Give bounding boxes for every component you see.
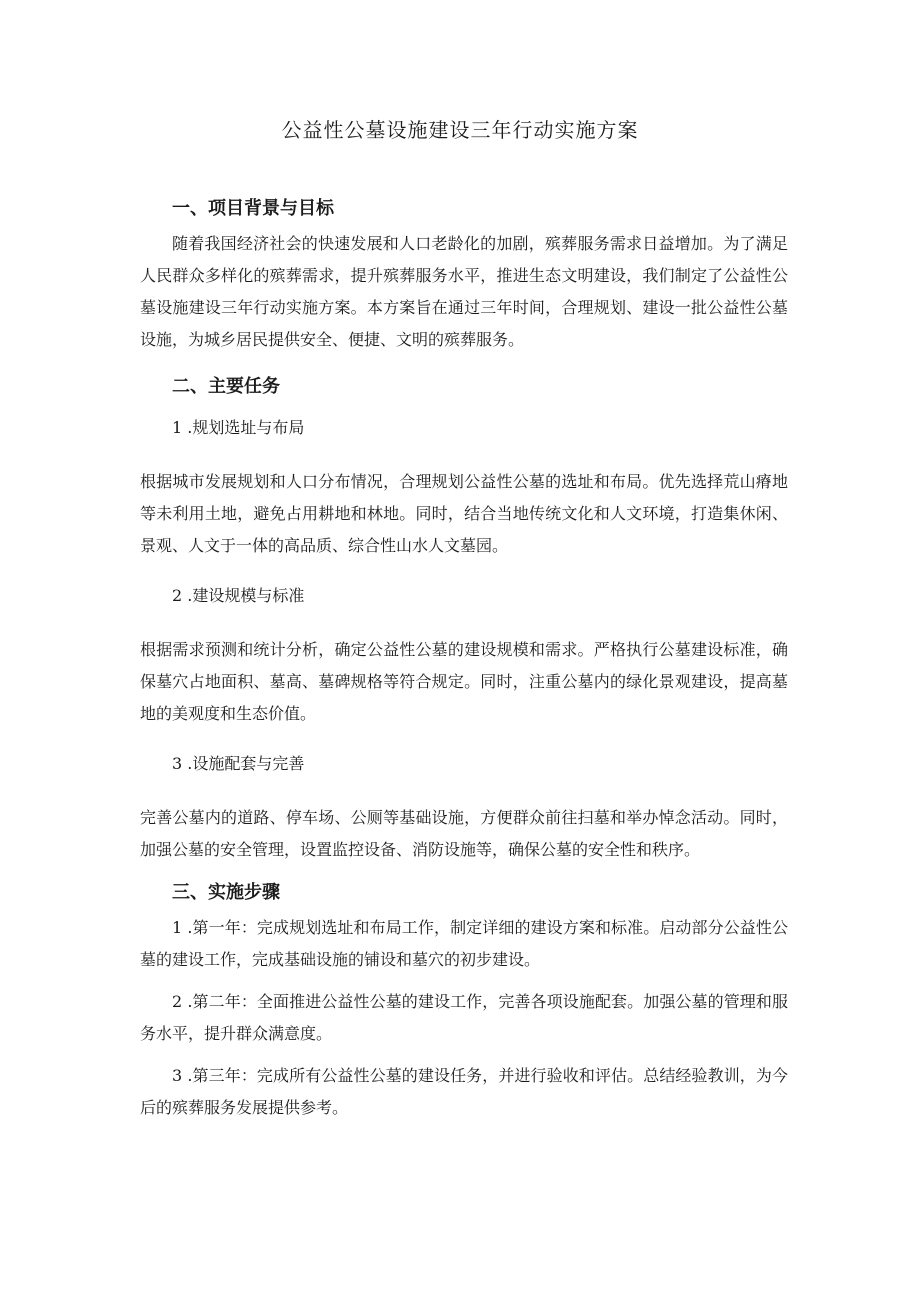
task-3-paragraph: 完善公墓内的道路、停车场、公厕等基础设施，方便群众前往扫墓和举办悼念活动。同时，加强公墓的安全管理，设置监控设备、消防设施等，确保公墓的安全性和秩序。 <box>140 808 788 859</box>
task-1-paragraph: 根据城市发展规划和人口分布情况，合理规划公益性公墓的选址和布局。优先选择荒山瘠地等未利用土地，避免占用耕地和林地。同时，结合当地传统文化和人文环境，打造集休闲、景观、人文于一体的高品质、综合性山水人文墓园。 <box>140 472 788 555</box>
section-heading-steps: 三、实施步骤 <box>172 882 280 903</box>
task-2-title: 2 .建设规模与标准 <box>172 586 305 605</box>
step-1-paragraph: 1 .第一年：完成规划选址和布局工作，制定详细的建设方案和标准。启动部分公益性公墓的建设工作，完成基础设施的铺设和墓穴的初步建设。 <box>140 918 788 969</box>
task-1-title: 1 .规划选址与布局 <box>172 418 305 437</box>
section-heading-background: 一、项目背景与目标 <box>172 198 334 219</box>
section-heading-tasks: 二、主要任务 <box>172 376 280 397</box>
task-2-paragraph: 根据需求预测和统计分析，确定公益性公墓的建设规模和需求。严格执行公墓建设标准，确保墓穴占地面积、墓高、墓碑规格等符合规定。同时，注重公墓内的绿化景观建设，提高墓地的美观度和生态价值。 <box>140 640 788 723</box>
step-2-paragraph: 2 .第二年：全面推进公益性公墓的建设工作，完善各项设施配套。加强公墓的管理和服务水平，提升群众满意度。 <box>140 992 788 1043</box>
document-title: 公益性公墓设施建设三年行动实施方案 <box>281 118 639 142</box>
step-3-paragraph: 3 .第三年：完成所有公益性公墓的建设任务，并进行验收和评估。总结经验教训，为今后的殡葬服务发展提供参考。 <box>140 1066 788 1117</box>
section-background-paragraph: 随着我国经济社会的快速发展和人口老龄化的加剧，殡葬服务需求日益增加。为了满足人民群众多样化的殡葬需求，提升殡葬服务水平，推进生态文明建设，我们制定了公益性公墓设施建设三年行动实施方案。本方案旨在通过三年时间，合理规划、建设一批公益性公墓设施，为城乡居民提供安全、便捷、文明的殡葬服务。 <box>140 234 788 349</box>
task-3-title: 3 .设施配套与完善 <box>172 754 305 773</box>
